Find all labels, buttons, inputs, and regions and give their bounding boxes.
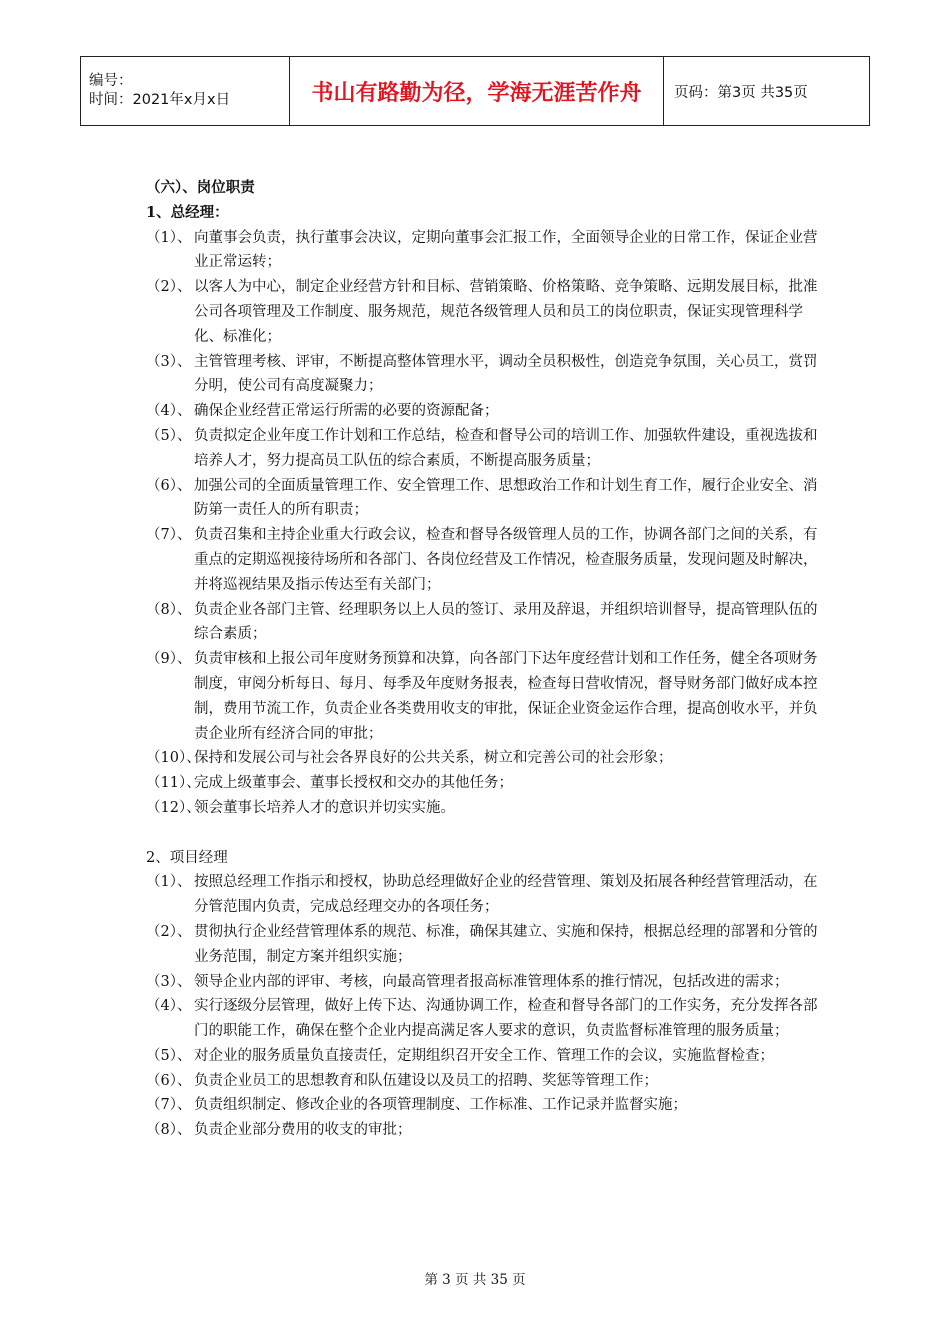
item-number: （4）、: [146, 998, 192, 1015]
date-label: 时间：2021年x月x日: [89, 92, 231, 108]
item-text: 加强公司的全面质量管理工作、安全管理工作、思想政治工作和计划生育工作，履行企业安全、消防第一责任人的所有职责；: [194, 477, 818, 519]
list-item: [146, 1044, 826, 1069]
item-number: （5）、: [146, 1047, 192, 1064]
item-number: （11）、: [146, 775, 201, 792]
list-item: [146, 598, 826, 648]
item-text: 负责企业部分费用的收支的审批；: [194, 1122, 412, 1139]
item-number: （8）、: [146, 1122, 192, 1139]
list-item: [146, 746, 826, 771]
list-item: [146, 647, 826, 746]
section-heading-project-manager: 2、项目经理: [146, 849, 228, 866]
item-number: （6）、: [146, 477, 192, 494]
list-item: [146, 1118, 826, 1143]
item-text: 贯彻执行企业经营管理体系的规范、标准，确保其建立、实施和保持，根据总经理的部署和分管的业务范围，制定方案并组织实施；: [194, 923, 818, 965]
item-number: （10）、: [146, 750, 201, 767]
item-number: （7）、: [146, 527, 192, 544]
header-row: [81, 57, 870, 126]
item-number: （9）、: [146, 651, 192, 668]
item-text: 负责企业员工的思想教育和队伍建设以及员工的招聘、奖惩等管理工作；: [194, 1072, 658, 1089]
header-motto: 书山有路勤为径，学海无涯苦作舟: [290, 57, 664, 126]
item-text: 负责拟定企业年度工作计划和工作总结，检查和督导公司的培训工作、加强软件建设，重视选拔和培养人才，努力提高员工队伍的综合素质，不断提高服务质量；: [194, 427, 818, 469]
item-number: （3）、: [146, 973, 192, 990]
list-item: [146, 920, 826, 970]
section-title: （六）、岗位职责: [146, 179, 255, 196]
section-spacer: [146, 821, 826, 846]
item-number: （2）、: [146, 923, 192, 940]
item-text: 按照总经理工作指示和授权，协助总经理做好企业的经营管理、策划及拓展各种经营管理活动，在分管范围内负责，完成总经理交办的各项任务；: [194, 874, 818, 916]
item-number: （12）、: [146, 799, 201, 816]
item-number: （3）、: [146, 353, 192, 370]
item-number: （7）、: [146, 1097, 192, 1114]
item-text: 保持和发展公司与社会各界良好的公共关系，树立和完善公司的社会形象；: [194, 750, 673, 767]
list-item: [146, 275, 826, 349]
item-text: 完成上级董事会、董事长授权和交办的其他任务；: [194, 775, 513, 792]
list-item: [146, 1093, 826, 1118]
list-item: [146, 796, 826, 821]
list-item: [146, 226, 826, 276]
item-text: 负责召集和主持企业重大行政会议，检查和督导各级管理人员的工作，协调各部门之间的关系，有重点的定期巡视接待场所和各部门、各岗位经营及工作情况，检查服务质量，发现问题及时解决，并将巡视结果及指示传达至有关部门；: [194, 527, 818, 593]
list-item: [146, 399, 826, 424]
item-text: 确保企业经营正常运行所需的必要的资源配备；: [194, 403, 499, 420]
list-item: [146, 970, 826, 995]
list-item: [146, 474, 826, 524]
list-item: [146, 350, 826, 400]
list-item: [146, 424, 826, 474]
item-text: 实行逐级分层管理，做好上传下达、沟通协调工作，检查和督导各部门的工作实务，充分发挥各部门的职能工作，确保在整个企业内提高满足客人要求的意识，负责监督标准管理的服务质量；: [194, 998, 818, 1040]
page-footer: 第 3 页 共 35 页: [424, 1272, 526, 1288]
item-number: （5）、: [146, 427, 192, 444]
item-number: （6）、: [146, 1072, 192, 1089]
item-number: （4）、: [146, 403, 192, 420]
item-text: 负责企业各部门主管、经理职务以上人员的签订、录用及辞退，并组织培训督导，提高管理队伍的综合素质；: [194, 601, 818, 643]
item-number: （1）、: [146, 229, 192, 246]
item-text: 向董事会负责，执行董事会决议，定期向董事会汇报工作，全面领导企业的日常工作，保证企业营业正常运转；: [194, 229, 818, 271]
item-number: （1）、: [146, 874, 192, 891]
item-text: 领导企业内部的评审、考核，向最高管理者报高标准管理体系的推行情况，包括改进的需求；: [194, 973, 789, 990]
item-number: （8）、: [146, 601, 192, 618]
item-number: （2）、: [146, 279, 192, 296]
item-text: 负责审核和上报公司年度财务预算和决算，向各部门下达年度经营计划和工作任务，健全各项财务制度，审阅分析每日、每月、每季及年度财务报表，检查每日营收情况，督导财务部门做好成本控制，费用节流工作，负责企业各类费用收支的审批，保证企业资金运作合理，提高创收水平，并负责企业所有经济合同的审批；: [194, 651, 818, 742]
list-item: [146, 994, 826, 1044]
header-page-info: 页码：第3页 共35页: [664, 57, 870, 126]
document-body: [146, 176, 826, 1143]
item-text: 领会董事长培养人才的意识并切实实施。: [194, 799, 455, 816]
item-text: 主管管理考核、评审，不断提高整体管理水平，调动全员积极性，创造竞争氛围，关心员工，赏罚分明，使公司有高度凝聚力；: [194, 353, 818, 395]
list-item: [146, 771, 826, 796]
item-text: 对企业的服务质量负直接责任，定期组织召开安全工作、管理工作的会议，实施监督检查；: [194, 1047, 774, 1064]
list-item: [146, 523, 826, 597]
serial-number-label: 编号：: [89, 73, 133, 89]
item-text: 负责组织制定、修改企业的各项管理制度、工作标准、工作记录并监督实施；: [194, 1097, 687, 1114]
item-text: 以客人为中心，制定企业经营方针和目标、营销策略、价格策略、竞争策略、远期发展目标，批准公司各项管理及工作制度、服务规范，规范各级管理人员和员工的岗位职责，保证实现管理科学化、标准化；: [194, 279, 818, 345]
section-heading-general-manager: 1、总经理：: [146, 203, 229, 221]
header-meta-cell: [81, 57, 290, 126]
list-item: [146, 1069, 826, 1094]
page-header-table: [80, 56, 870, 126]
list-item: [146, 870, 826, 920]
